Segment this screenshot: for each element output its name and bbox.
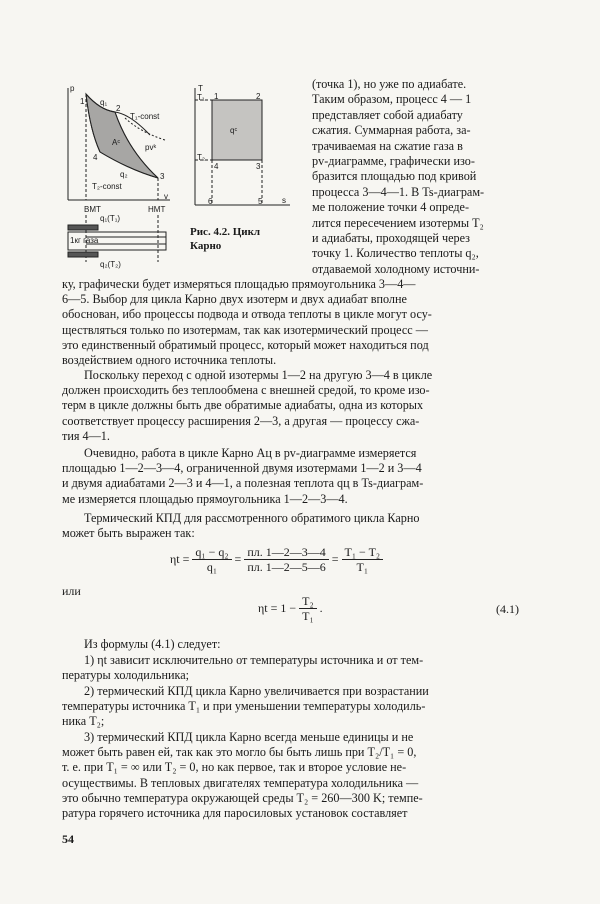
list-intro <box>62 637 532 652</box>
pv-adiabat-ext <box>125 118 165 140</box>
pv-label-pvk: pvᵏ <box>145 143 157 152</box>
eq2-lhs: ηt = 1 − <box>258 601 297 615</box>
text-line: и двумя адиабатами 2—3 и 4—1, а полезная теплота qц в Ts-диаграм- <box>62 476 424 491</box>
text-line: ме положение точки 4 опреде- <box>312 200 469 215</box>
text-line: соответствует процессу расширения 2—3, а другая — процессу сжа- <box>62 413 420 428</box>
pv-label-q2: q₂ <box>120 170 128 179</box>
ts-label-t1: T₁ <box>197 93 205 102</box>
pv-label-t2-const: T₂-const <box>92 182 122 191</box>
figure-caption <box>190 225 300 253</box>
eq1-lhs: ηt <box>170 552 180 566</box>
pv-label-t1-const: T₁-const <box>130 112 160 121</box>
text-line: тия 4—1. <box>62 428 110 443</box>
ts-diagram <box>195 88 290 205</box>
eq1-frac1-num: q₁ − q₂ <box>192 545 231 560</box>
text-line: ме измеряется площадью прямоугольника 1—2—3—4. <box>62 491 348 506</box>
equation-number: (4.1) <box>496 602 519 616</box>
label-q2t2: q₂(T₂) <box>100 260 121 269</box>
eq1-frac2-num: пл. 1—2—3—4 <box>244 545 328 560</box>
cold-source <box>68 252 98 257</box>
list-item-3 <box>62 730 532 821</box>
text-line: Поскольку переход с одной изотермы 1—2 на другую 3—4 в цикле <box>84 368 433 382</box>
eq1-frac2 <box>244 545 328 574</box>
pv-label-2: 2 <box>116 104 121 113</box>
text-line: Из формулы (4.1) следует: <box>84 637 221 651</box>
text-line: воздействием одного источника теплоты. <box>62 353 277 368</box>
right-column-text <box>312 77 530 277</box>
text-line: ника T₂; <box>62 714 105 729</box>
eq1-frac1 <box>192 545 231 574</box>
eq1-frac2-den: пл. 1—2—5—6 <box>247 560 326 574</box>
text-line: 2) термический КПД цикла Карно увеличивается при возрастании <box>84 684 429 698</box>
list-item-1 <box>62 653 532 683</box>
pv-label-q1: q₁ <box>100 98 108 107</box>
ts-label-2: 2 <box>256 92 261 101</box>
ts-label-area: qᶜ <box>230 126 238 135</box>
label-gas: 1кг газа <box>70 236 99 245</box>
text-line: ществляться только по изотермам, так как изотермический процесс — <box>62 322 428 337</box>
text-line: лится пересечением изотермы T₂ <box>312 215 484 230</box>
list-item-2 <box>62 684 532 730</box>
eq2-num: T₂ <box>299 594 317 609</box>
text-line: т. е. при T₁ = ∞ или T₂ = 0, но как первое, так и второе условие не- <box>62 760 407 775</box>
eq1-frac3-den: T₁ <box>356 560 369 574</box>
text-line: точку 1. Количество теплоты q₂, <box>312 246 479 261</box>
text-line: может быть выражен так: <box>62 526 195 541</box>
ts-label-6: 6 <box>208 197 213 206</box>
text-line: ратура горячего источника для паросиловых установок составляет <box>62 806 408 821</box>
ts-label-4: 4 <box>214 162 219 171</box>
pv-label-1: 1 <box>80 97 85 106</box>
pv-adiabat-41 <box>86 94 100 152</box>
text-line: это обычно температура окружающей среды T₂ = 260—300 K; темпе- <box>62 790 423 805</box>
ts-label-1: 1 <box>214 92 219 101</box>
text-line: пературы холодильника; <box>62 668 190 683</box>
paragraph-2 <box>62 368 532 444</box>
pv-label-area: Aᶜ <box>112 138 121 147</box>
text-line: терм в цикле должны быть две обратимые адиабаты, одна из которых <box>62 398 424 413</box>
label-bmt: ВМТ <box>84 205 101 214</box>
pv-cycle-area <box>86 94 158 178</box>
text-line: Таким образом, процесс 4 — 1 <box>312 92 472 107</box>
text-line: 6—5. Выбор для цикла Карно двух изотерм и двух адиабат вполне <box>62 292 407 307</box>
text-line: и адиабаты, проходящей через <box>312 231 470 246</box>
equation-4-1: ηt = 1 − $\frac{\text{T₂}}{\text{T₁}}$ . <box>258 594 323 623</box>
hot-source <box>68 225 98 230</box>
text-line: 3) термический КПД цикла Карно всегда меньше единицы и не <box>84 730 414 744</box>
text-line: представляет собой адиабату <box>312 107 463 122</box>
text-line: Очевидно, работа в цикле Карно Aц в pv-диаграмме измеряется <box>84 446 417 460</box>
ts-label-5: 5 <box>258 197 263 206</box>
label-nmt: НМТ <box>148 205 166 214</box>
text-line: процесса 3—4—1. В Ts-диаграм- <box>312 184 485 199</box>
eq1-frac3-num: T₁ − T₂ <box>342 545 384 560</box>
text-line: площадью 1—2—3—4, ограниченной двумя изотермами 1—2 и 3—4 <box>62 461 422 476</box>
text-line: температуры источника T₁ и при уменьшении температуры холодиль- <box>62 699 426 714</box>
paragraph-1 <box>62 277 532 368</box>
label-q1t1: q₁(T₁) <box>100 214 121 223</box>
text-line: отдаваемой холодному источни- <box>312 261 480 276</box>
paragraph-3 <box>62 446 532 507</box>
or-word: или <box>62 584 81 598</box>
pv-label-v: v <box>164 192 168 201</box>
paragraph-4 <box>62 511 532 541</box>
text-line: обоснован, ибо процессы подвода и отвода теплоты в цикле могут осу- <box>62 307 432 322</box>
pv-label-3: 3 <box>160 172 165 181</box>
text-line: 1) ηt зависит исключительно от температуры источника и от тем- <box>84 653 424 667</box>
text-line: бразится площадью под кривой <box>312 169 477 184</box>
ts-label-s: s <box>282 196 286 205</box>
pv-isotherm-t2 <box>100 152 158 178</box>
ts-label-t2: T₂ <box>197 153 205 162</box>
equation-efficiency: ηt = $\frac{\text{q₁ − q₂}}{\text{q₁}}$ = $\frac{пл. 1—2—3—4}{пл. 1—2—5—6}$ = $\frac{\text{T₁ − T₂}}{\text{T₁}}$ <box>170 545 383 574</box>
text-line: осуществимы. В тепловых двигателях температура холодильника — <box>62 775 419 790</box>
page-number: 54 <box>62 832 74 846</box>
eq1-frac1-den: q₁ <box>206 560 218 574</box>
pv-label-4: 4 <box>93 153 98 162</box>
text-line: сжатия. Суммарная работа, за- <box>312 123 471 138</box>
eq2-den: T₁ <box>302 609 314 623</box>
eq1-frac3 <box>342 545 384 574</box>
caption-line-2: Карно <box>190 240 222 252</box>
text-line: (точка 1), но уже по адиабате. <box>312 77 467 91</box>
eq2-frac <box>299 594 317 623</box>
text-line: ку, графически будет измеряться площадью прямоугольника 3—4— <box>62 277 416 291</box>
text-line: может быть равен ей, так как это могло бы быть лишь при T₂/T₁ = 0, <box>62 745 417 760</box>
text-line: должен происходить без теплообмена с внешней средой, то кроме изо- <box>62 383 430 398</box>
text-line: трачиваемая на сжатие газа в <box>312 138 463 153</box>
text-line: Термический КПД для рассмотренного обратимого цикла Карно <box>84 511 420 525</box>
ts-label-3: 3 <box>256 162 261 171</box>
pv-label-p: p <box>70 84 75 93</box>
text-line: pv-диаграмме, графически изо- <box>312 154 475 169</box>
caption-line-1: Рис. 4.2. Цикл <box>190 226 261 238</box>
ts-label-t: T <box>198 84 203 93</box>
text-line: это единственный обратимый процесс, который может находиться под <box>62 337 429 352</box>
